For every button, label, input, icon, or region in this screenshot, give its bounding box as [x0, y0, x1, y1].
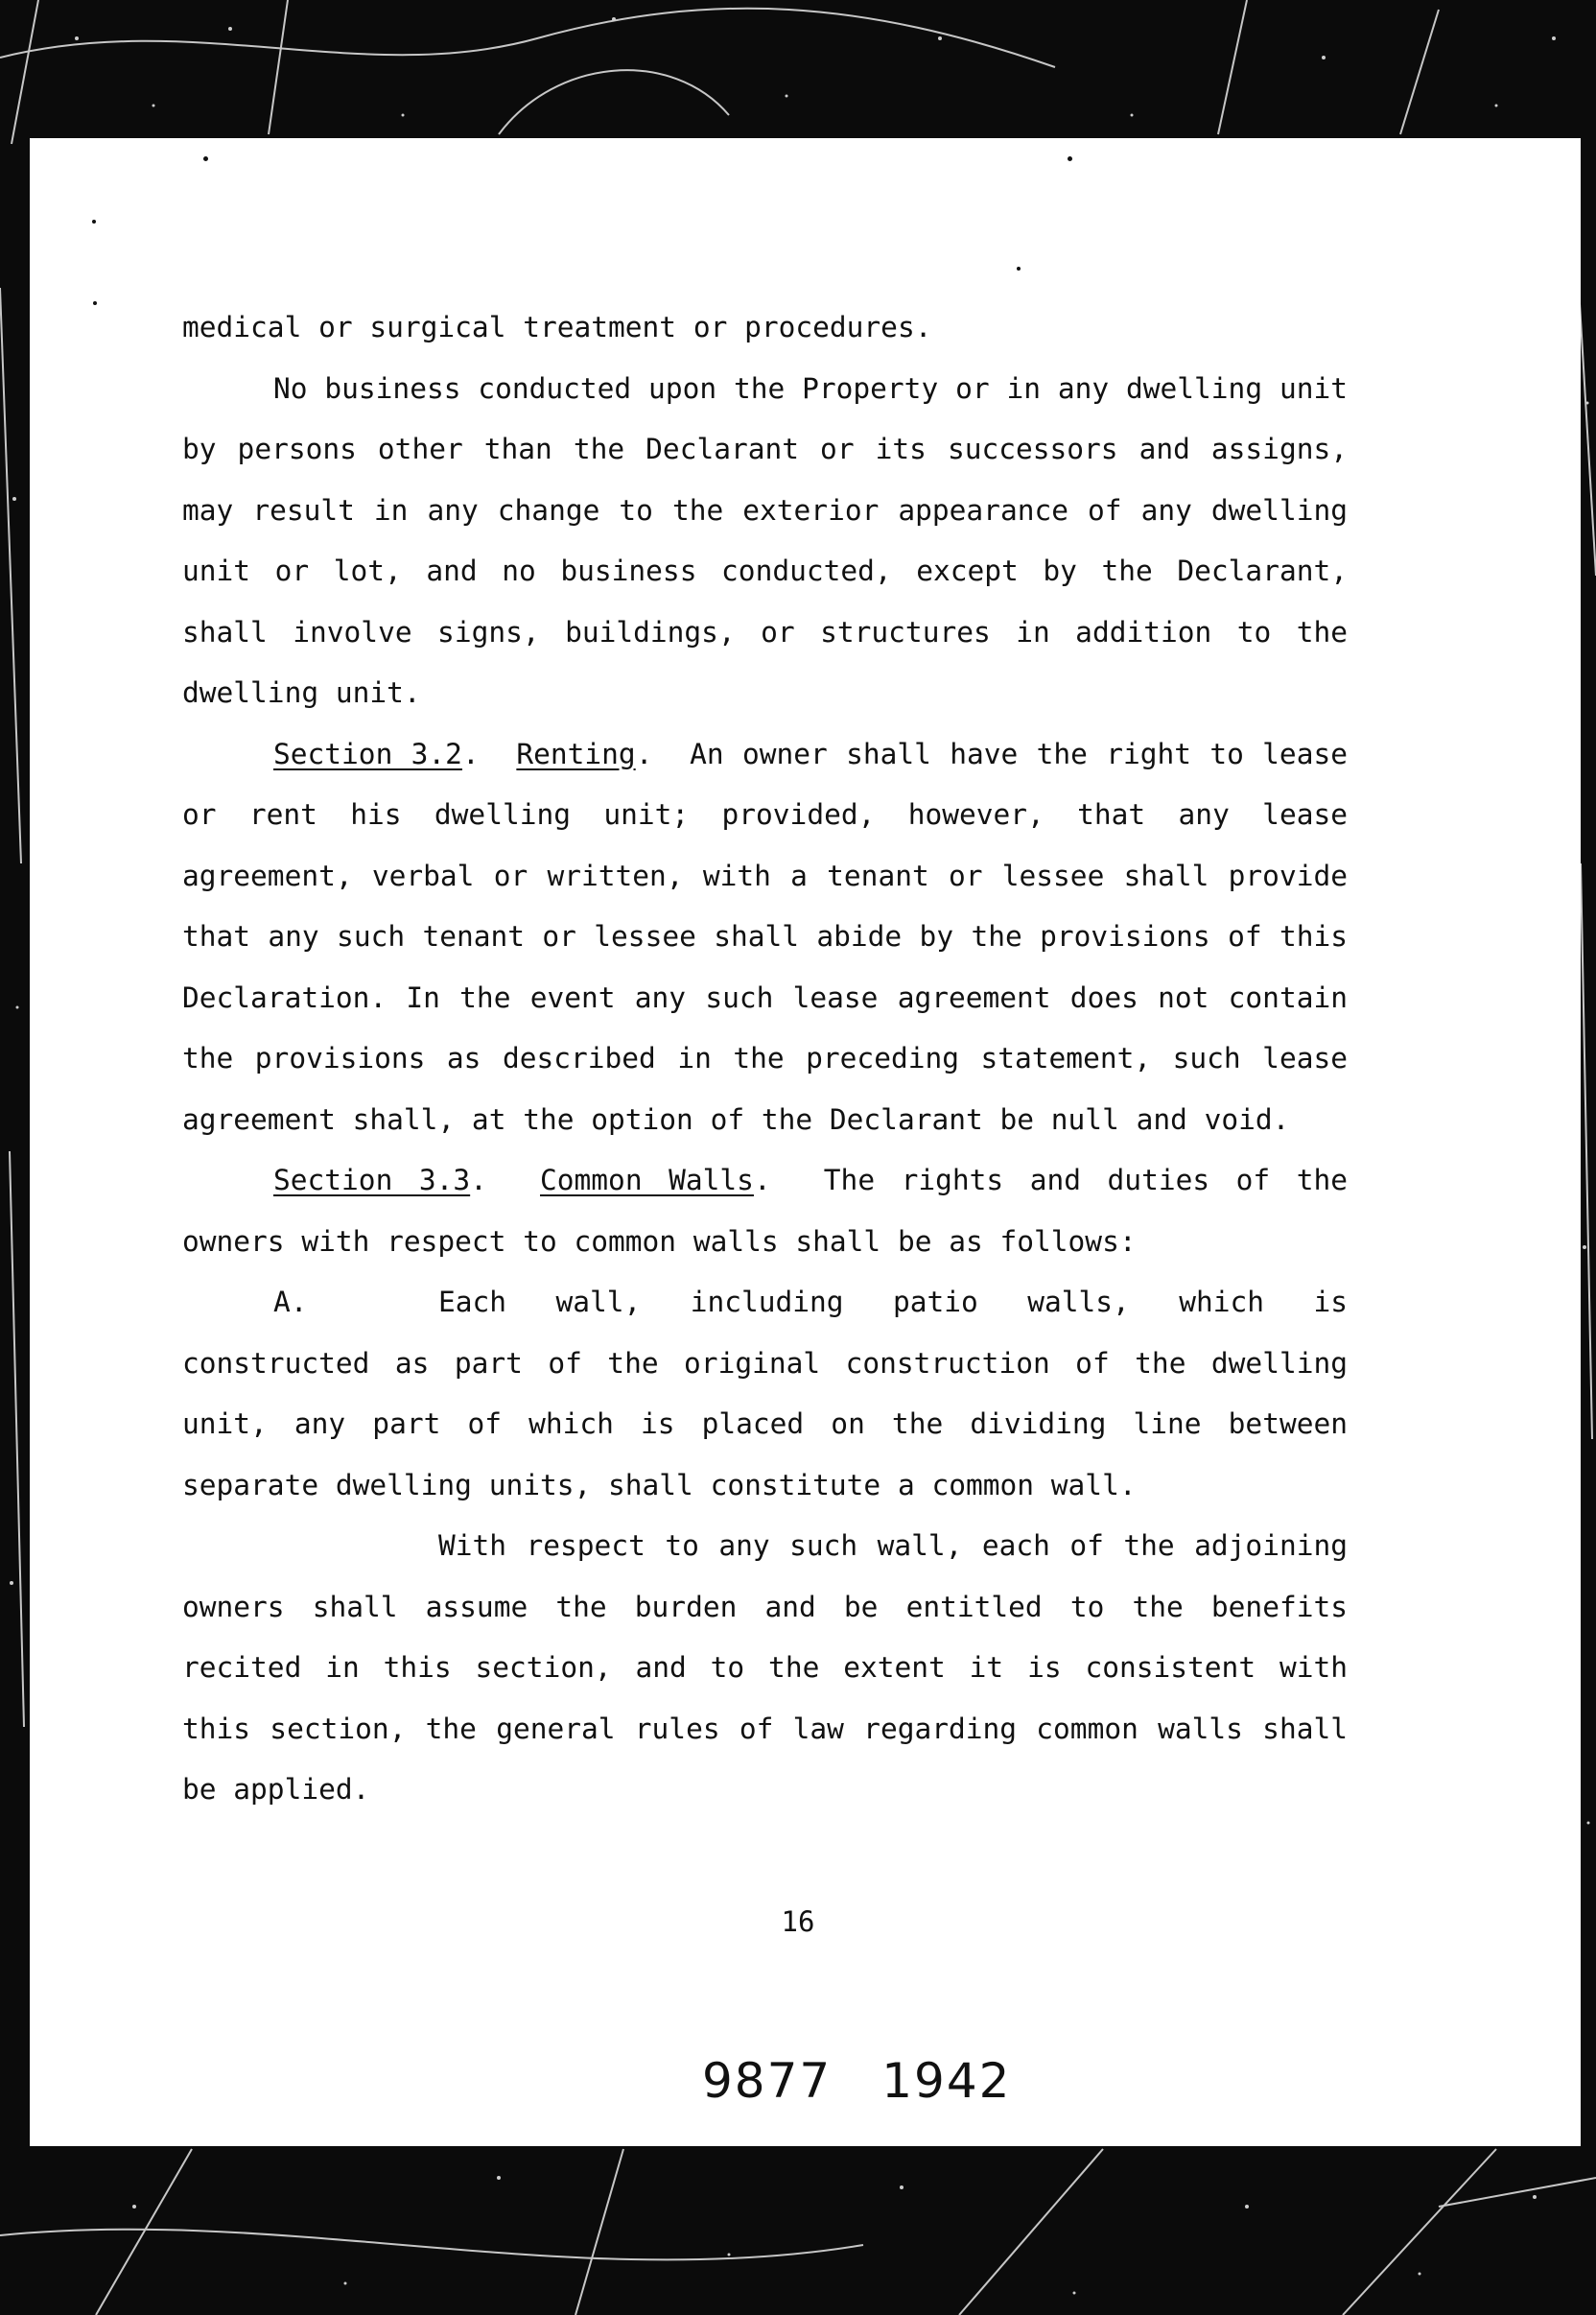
page-number: 16: [781, 1905, 815, 1938]
paragraph-procedures-end: medical or surgical treatment or procedures.: [182, 311, 932, 343]
section-3-3-label: Section 3.3: [273, 1164, 471, 1196]
item-a-continuation: With respect to any such wall, each of the adjoining owners shall assume the burden and be entitled to the benefits recited in this section, and to the extent it is consistent with this section, the general rules of law regarding common walls shall be applied.: [182, 1529, 1348, 1806]
section-3-3-common-walls: Section 3.3. Common Walls. The rights and duties of the owners with respect to common walls shall be as follows:: [182, 1164, 1348, 1258]
section-3-3-body: The rights and duties of the owners with respect to common walls shall be as follows:: [182, 1164, 1348, 1258]
recording-stamp: [702, 2053, 1062, 2109]
section-3-2-body: An owner shall have the right to lease or rent his dwelling unit; provided, however, that any lease agreement, verbal or written, with a tenant or lessee shall provide that any such tenant or lessee shall abide by the provisions of this Declaration. In the event any such lease agreement does not contain the provisions as described in the preceding statement, such lease agreement shall, at the option of the Declarant be null and void.: [182, 737, 1348, 1136]
stamp-page-number: 1942: [881, 2053, 1012, 2109]
scan-speck: [93, 301, 97, 305]
scan-speck: [203, 156, 208, 161]
section-3-2-label: Section 3.2: [273, 737, 462, 770]
section-3-2-renting: Section 3.2. Renting. An owner shall have the right to lease or rent his dwelling unit; provided, however, that any lease agreement, verbal or written, with a tenant or lessee shall provide that any such tenant or lessee shall abide by the provisions of this Declaration. In the event any such lease agreement does not contain the provisions as described in the preceding statement, such lease agreement shall, at the option of the Declarant be null and void.: [182, 737, 1348, 1136]
scan-speck: [1017, 267, 1021, 271]
section-3-3-title: Common Walls: [540, 1164, 754, 1196]
scan-speck: [1068, 156, 1072, 161]
item-a-letter: A.: [273, 1286, 308, 1318]
section-3-2-title: Renting: [516, 737, 636, 770]
document-body: [182, 297, 1348, 1821]
paragraph-business: No business conducted upon the Property or in any dwelling unit by persons other than the Declarant or its successors and assigns, may result in any change to the exterior appearance of any dwelling unit or lot, and no business conducted, except by the Declarant, shall involve signs, buildings, or structures in addition to the dwelling unit.: [182, 371, 1348, 709]
item-a-body: Each wall, including patio walls, which is constructed as part of the original construction of the dwelling unit, any part of which is placed on the dividing line between separate dwelling units, shall constitute a common wall.: [182, 1286, 1348, 1501]
stamp-book-number: 9877: [702, 2053, 833, 2109]
item-a: [182, 1272, 1348, 1516]
scan-speck: [92, 220, 96, 224]
